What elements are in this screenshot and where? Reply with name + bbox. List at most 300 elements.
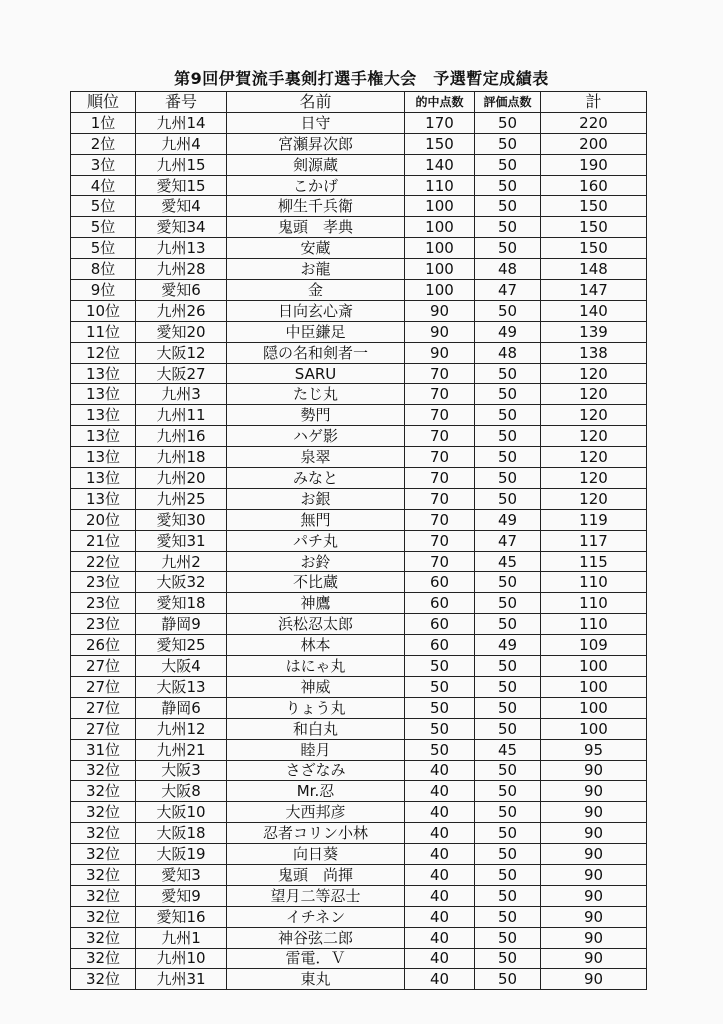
- name-cell: こかげ: [227, 175, 405, 196]
- number-cell: 九州26: [136, 300, 227, 321]
- total-cell: 120: [541, 468, 647, 489]
- rank-cell: 27位: [71, 718, 136, 739]
- name-cell: 忍者コリン小林: [227, 823, 405, 844]
- number-cell: 大阪13: [136, 676, 227, 697]
- hit-points-cell: 100: [405, 217, 475, 238]
- eval-points-cell: 50: [475, 718, 541, 739]
- name-cell: 隠の名和剣者一: [227, 342, 405, 363]
- total-cell: 120: [541, 447, 647, 468]
- hit-points-cell: 70: [405, 488, 475, 509]
- name-cell: たじ丸: [227, 384, 405, 405]
- rank-cell: 32位: [71, 760, 136, 781]
- name-cell: 和白丸: [227, 718, 405, 739]
- name-cell: 鬼頭 孝典: [227, 217, 405, 238]
- total-cell: 150: [541, 238, 647, 259]
- hit-points-cell: 70: [405, 363, 475, 384]
- rank-cell: 32位: [71, 885, 136, 906]
- rank-cell: 13位: [71, 384, 136, 405]
- eval-points-cell: 50: [475, 927, 541, 948]
- name-cell: 林本: [227, 635, 405, 656]
- table-row: [71, 635, 647, 656]
- table-row: [71, 697, 647, 718]
- eval-points-cell: 50: [475, 426, 541, 447]
- name-cell: 勢門: [227, 405, 405, 426]
- table-row: [71, 906, 647, 927]
- hit-points-cell: 170: [405, 112, 475, 133]
- eval-points-cell: 50: [475, 823, 541, 844]
- hit-points-cell: 90: [405, 300, 475, 321]
- hit-points-cell: 50: [405, 718, 475, 739]
- rank-cell: 27位: [71, 676, 136, 697]
- number-cell: 愛知25: [136, 635, 227, 656]
- eval-points-cell: 50: [475, 864, 541, 885]
- hit-points-cell: 40: [405, 864, 475, 885]
- number-cell: 大阪4: [136, 656, 227, 677]
- table-row: [71, 969, 647, 990]
- table-row: [71, 676, 647, 697]
- table-row: [71, 656, 647, 677]
- hit-points-cell: 60: [405, 635, 475, 656]
- table-row: [71, 572, 647, 593]
- hit-points-cell: 100: [405, 280, 475, 301]
- number-cell: 静岡6: [136, 697, 227, 718]
- table-row: [71, 948, 647, 969]
- name-cell: イチネン: [227, 906, 405, 927]
- total-cell: 90: [541, 906, 647, 927]
- number-cell: 愛知31: [136, 530, 227, 551]
- eval-points-cell: 50: [475, 405, 541, 426]
- number-cell: 九州28: [136, 259, 227, 280]
- rank-cell: 2位: [71, 133, 136, 154]
- number-cell: 大阪27: [136, 363, 227, 384]
- total-cell: 110: [541, 572, 647, 593]
- hit-points-cell: 60: [405, 593, 475, 614]
- name-cell: 剣源蔵: [227, 154, 405, 175]
- total-cell: 200: [541, 133, 647, 154]
- total-cell: 109: [541, 635, 647, 656]
- eval-points-cell: 50: [475, 969, 541, 990]
- name-cell: 泉翠: [227, 447, 405, 468]
- name-cell: 日守: [227, 112, 405, 133]
- total-cell: 220: [541, 112, 647, 133]
- number-cell: 九州1: [136, 927, 227, 948]
- table-row: [71, 321, 647, 342]
- eval-points-cell: 50: [475, 154, 541, 175]
- name-cell: お龍: [227, 259, 405, 280]
- eval-points-cell: 50: [475, 217, 541, 238]
- total-cell: 120: [541, 405, 647, 426]
- table-row: [71, 154, 647, 175]
- total-cell: 119: [541, 509, 647, 530]
- table-row: [71, 781, 647, 802]
- total-cell: 139: [541, 321, 647, 342]
- name-cell: お鈴: [227, 551, 405, 572]
- number-cell: 大阪19: [136, 844, 227, 865]
- name-cell: 中臣鎌足: [227, 321, 405, 342]
- total-cell: 100: [541, 697, 647, 718]
- hit-points-cell: 70: [405, 384, 475, 405]
- total-cell: 90: [541, 948, 647, 969]
- name-cell: 無門: [227, 509, 405, 530]
- number-cell: 九州14: [136, 112, 227, 133]
- eval-points-cell: 45: [475, 739, 541, 760]
- total-cell: 100: [541, 656, 647, 677]
- number-cell: 大阪18: [136, 823, 227, 844]
- rank-cell: 8位: [71, 259, 136, 280]
- name-cell: 睦月: [227, 739, 405, 760]
- table-row: [71, 133, 647, 154]
- number-cell: 九州13: [136, 238, 227, 259]
- number-cell: 愛知30: [136, 509, 227, 530]
- rank-cell: 13位: [71, 447, 136, 468]
- eval-points-cell: 50: [475, 384, 541, 405]
- table-row: [71, 384, 647, 405]
- number-cell: 九州11: [136, 405, 227, 426]
- hit-points-cell: 40: [405, 823, 475, 844]
- name-cell: 鬼頭 尚揮: [227, 864, 405, 885]
- number-cell: 愛知15: [136, 175, 227, 196]
- hit-points-cell: 40: [405, 760, 475, 781]
- rank-cell: 21位: [71, 530, 136, 551]
- header-rank: 順位: [71, 92, 136, 113]
- total-cell: 140: [541, 300, 647, 321]
- table-row: [71, 238, 647, 259]
- hit-points-cell: 40: [405, 781, 475, 802]
- rank-cell: 23位: [71, 614, 136, 635]
- rank-cell: 32位: [71, 844, 136, 865]
- hit-points-cell: 100: [405, 196, 475, 217]
- table-row: [71, 363, 647, 384]
- rank-cell: 11位: [71, 321, 136, 342]
- hit-points-cell: 40: [405, 906, 475, 927]
- total-cell: 115: [541, 551, 647, 572]
- name-cell: SARU: [227, 363, 405, 384]
- eval-points-cell: 50: [475, 238, 541, 259]
- hit-points-cell: 90: [405, 342, 475, 363]
- hit-points-cell: 110: [405, 175, 475, 196]
- total-cell: 90: [541, 885, 647, 906]
- number-cell: 大阪10: [136, 802, 227, 823]
- total-cell: 100: [541, 718, 647, 739]
- eval-points-cell: 50: [475, 593, 541, 614]
- table-row: [71, 468, 647, 489]
- rank-cell: 32位: [71, 823, 136, 844]
- total-cell: 120: [541, 488, 647, 509]
- rank-cell: 13位: [71, 468, 136, 489]
- header-row: [71, 92, 647, 113]
- hit-points-cell: 90: [405, 321, 475, 342]
- header-eval-points: 評価点数: [475, 92, 541, 113]
- eval-points-cell: 50: [475, 468, 541, 489]
- hit-points-cell: 40: [405, 844, 475, 865]
- eval-points-cell: 50: [475, 802, 541, 823]
- table-row: [71, 530, 647, 551]
- number-cell: 九州2: [136, 551, 227, 572]
- rank-cell: 27位: [71, 656, 136, 677]
- total-cell: 150: [541, 217, 647, 238]
- name-cell: みなと: [227, 468, 405, 489]
- number-cell: 愛知6: [136, 280, 227, 301]
- number-cell: 大阪8: [136, 781, 227, 802]
- hit-points-cell: 150: [405, 133, 475, 154]
- number-cell: 愛知9: [136, 885, 227, 906]
- eval-points-cell: 47: [475, 530, 541, 551]
- hit-points-cell: 70: [405, 551, 475, 572]
- table-row: [71, 447, 647, 468]
- eval-points-cell: 50: [475, 196, 541, 217]
- eval-points-cell: 50: [475, 614, 541, 635]
- eval-points-cell: 50: [475, 697, 541, 718]
- number-cell: 愛知16: [136, 906, 227, 927]
- rank-cell: 27位: [71, 697, 136, 718]
- number-cell: 九州15: [136, 154, 227, 175]
- table-row: [71, 760, 647, 781]
- eval-points-cell: 50: [475, 885, 541, 906]
- table-row: [71, 280, 647, 301]
- name-cell: 神鷹: [227, 593, 405, 614]
- eval-points-cell: 50: [475, 363, 541, 384]
- total-cell: 148: [541, 259, 647, 280]
- hit-points-cell: 100: [405, 238, 475, 259]
- table-row: [71, 175, 647, 196]
- rank-cell: 23位: [71, 572, 136, 593]
- number-cell: 九州16: [136, 426, 227, 447]
- total-cell: 90: [541, 844, 647, 865]
- rank-cell: 32位: [71, 864, 136, 885]
- eval-points-cell: 50: [475, 906, 541, 927]
- number-cell: 九州31: [136, 969, 227, 990]
- table-row: [71, 488, 647, 509]
- rank-cell: 13位: [71, 363, 136, 384]
- eval-points-cell: 50: [475, 133, 541, 154]
- eval-points-cell: 50: [475, 572, 541, 593]
- table-row: [71, 112, 647, 133]
- hit-points-cell: 70: [405, 468, 475, 489]
- name-cell: 大西邦彦: [227, 802, 405, 823]
- rank-cell: 32位: [71, 781, 136, 802]
- total-cell: 150: [541, 196, 647, 217]
- total-cell: 120: [541, 384, 647, 405]
- number-cell: 大阪3: [136, 760, 227, 781]
- hit-points-cell: 70: [405, 426, 475, 447]
- name-cell: はにゃ丸: [227, 656, 405, 677]
- name-cell: 望月二等忍士: [227, 885, 405, 906]
- number-cell: 大阪12: [136, 342, 227, 363]
- table-row: [71, 593, 647, 614]
- name-cell: 日向玄心斎: [227, 300, 405, 321]
- table-row: [71, 844, 647, 865]
- rank-cell: 10位: [71, 300, 136, 321]
- rank-cell: 32位: [71, 906, 136, 927]
- rank-cell: 13位: [71, 405, 136, 426]
- hit-points-cell: 50: [405, 656, 475, 677]
- header-name: 名前: [227, 92, 405, 113]
- name-cell: Mr.忍: [227, 781, 405, 802]
- number-cell: 九州10: [136, 948, 227, 969]
- name-cell: 柳生千兵衛: [227, 196, 405, 217]
- rank-cell: 3位: [71, 154, 136, 175]
- table-row: [71, 405, 647, 426]
- hit-points-cell: 60: [405, 614, 475, 635]
- total-cell: 90: [541, 802, 647, 823]
- eval-points-cell: 50: [475, 488, 541, 509]
- eval-points-cell: 50: [475, 175, 541, 196]
- total-cell: 138: [541, 342, 647, 363]
- hit-points-cell: 50: [405, 739, 475, 760]
- eval-points-cell: 49: [475, 635, 541, 656]
- total-cell: 190: [541, 154, 647, 175]
- number-cell: 愛知4: [136, 196, 227, 217]
- eval-points-cell: 45: [475, 551, 541, 572]
- name-cell: 浜松忍太郎: [227, 614, 405, 635]
- hit-points-cell: 100: [405, 259, 475, 280]
- rank-cell: 12位: [71, 342, 136, 363]
- header-total: 計: [541, 92, 647, 113]
- table-row: [71, 342, 647, 363]
- table-row: [71, 718, 647, 739]
- table-row: [71, 927, 647, 948]
- rank-cell: 4位: [71, 175, 136, 196]
- rank-cell: 32位: [71, 948, 136, 969]
- rank-cell: 5位: [71, 238, 136, 259]
- hit-points-cell: 50: [405, 676, 475, 697]
- hit-points-cell: 60: [405, 572, 475, 593]
- number-cell: 愛知34: [136, 217, 227, 238]
- table-row: [71, 802, 647, 823]
- table-row: [71, 426, 647, 447]
- hit-points-cell: 70: [405, 447, 475, 468]
- name-cell: 神谷弦二郎: [227, 927, 405, 948]
- table-row: [71, 551, 647, 572]
- hit-points-cell: 70: [405, 405, 475, 426]
- rank-cell: 13位: [71, 488, 136, 509]
- name-cell: 宮瀬昇次郎: [227, 133, 405, 154]
- eval-points-cell: 49: [475, 321, 541, 342]
- name-cell: 東丸: [227, 969, 405, 990]
- eval-points-cell: 49: [475, 509, 541, 530]
- number-cell: 九州3: [136, 384, 227, 405]
- table-row: [71, 885, 647, 906]
- rank-cell: 5位: [71, 196, 136, 217]
- eval-points-cell: 50: [475, 447, 541, 468]
- eval-points-cell: 50: [475, 781, 541, 802]
- rank-cell: 9位: [71, 280, 136, 301]
- total-cell: 90: [541, 927, 647, 948]
- rank-cell: 22位: [71, 551, 136, 572]
- eval-points-cell: 50: [475, 656, 541, 677]
- total-cell: 120: [541, 426, 647, 447]
- eval-points-cell: 50: [475, 948, 541, 969]
- eval-points-cell: 50: [475, 844, 541, 865]
- total-cell: 95: [541, 739, 647, 760]
- header-number: 番号: [136, 92, 227, 113]
- rank-cell: 32位: [71, 927, 136, 948]
- rank-cell: 1位: [71, 112, 136, 133]
- name-cell: 不比蔵: [227, 572, 405, 593]
- number-cell: 大阪32: [136, 572, 227, 593]
- name-cell: 向日葵: [227, 844, 405, 865]
- hit-points-cell: 40: [405, 927, 475, 948]
- total-cell: 90: [541, 781, 647, 802]
- eval-points-cell: 50: [475, 112, 541, 133]
- number-cell: 九州25: [136, 488, 227, 509]
- hit-points-cell: 50: [405, 697, 475, 718]
- rank-cell: 26位: [71, 635, 136, 656]
- page-title: 第9回伊賀流手裏剣打選手権大会 予選暫定成績表: [174, 69, 549, 88]
- name-cell: パチ丸: [227, 530, 405, 551]
- hit-points-cell: 40: [405, 802, 475, 823]
- total-cell: 90: [541, 823, 647, 844]
- number-cell: 九州21: [136, 739, 227, 760]
- table-row: [71, 300, 647, 321]
- name-cell: お銀: [227, 488, 405, 509]
- results-table: [70, 91, 647, 990]
- total-cell: 90: [541, 760, 647, 781]
- name-cell: 神威: [227, 676, 405, 697]
- eval-points-cell: 48: [475, 342, 541, 363]
- table-row: [71, 864, 647, 885]
- number-cell: 九州18: [136, 447, 227, 468]
- rank-cell: 23位: [71, 593, 136, 614]
- table-row: [71, 823, 647, 844]
- name-cell: 雷電．Ｖ: [227, 948, 405, 969]
- table-row: [71, 614, 647, 635]
- rank-cell: 32位: [71, 969, 136, 990]
- eval-points-cell: 50: [475, 676, 541, 697]
- total-cell: 100: [541, 676, 647, 697]
- total-cell: 160: [541, 175, 647, 196]
- hit-points-cell: 70: [405, 530, 475, 551]
- hit-points-cell: 70: [405, 509, 475, 530]
- eval-points-cell: 47: [475, 280, 541, 301]
- rank-cell: 5位: [71, 217, 136, 238]
- total-cell: 120: [541, 363, 647, 384]
- rank-cell: 13位: [71, 426, 136, 447]
- eval-points-cell: 50: [475, 760, 541, 781]
- rank-cell: 20位: [71, 509, 136, 530]
- total-cell: 147: [541, 280, 647, 301]
- number-cell: 静岡9: [136, 614, 227, 635]
- hit-points-cell: 40: [405, 969, 475, 990]
- total-cell: 90: [541, 969, 647, 990]
- name-cell: 安蔵: [227, 238, 405, 259]
- eval-points-cell: 50: [475, 300, 541, 321]
- name-cell: りょう丸: [227, 697, 405, 718]
- number-cell: 愛知18: [136, 593, 227, 614]
- number-cell: 九州12: [136, 718, 227, 739]
- table-row: [71, 217, 647, 238]
- total-cell: 117: [541, 530, 647, 551]
- number-cell: 愛知3: [136, 864, 227, 885]
- table-row: [71, 509, 647, 530]
- table-row: [71, 196, 647, 217]
- total-cell: 110: [541, 593, 647, 614]
- table-row: [71, 259, 647, 280]
- hit-points-cell: 40: [405, 885, 475, 906]
- hit-points-cell: 40: [405, 948, 475, 969]
- name-cell: さざなみ: [227, 760, 405, 781]
- total-cell: 110: [541, 614, 647, 635]
- number-cell: 愛知20: [136, 321, 227, 342]
- total-cell: 90: [541, 864, 647, 885]
- header-hit-points: 的中点数: [405, 92, 475, 113]
- name-cell: ハゲ影: [227, 426, 405, 447]
- number-cell: 九州20: [136, 468, 227, 489]
- rank-cell: 31位: [71, 739, 136, 760]
- name-cell: 金: [227, 280, 405, 301]
- rank-cell: 32位: [71, 802, 136, 823]
- table-row: [71, 739, 647, 760]
